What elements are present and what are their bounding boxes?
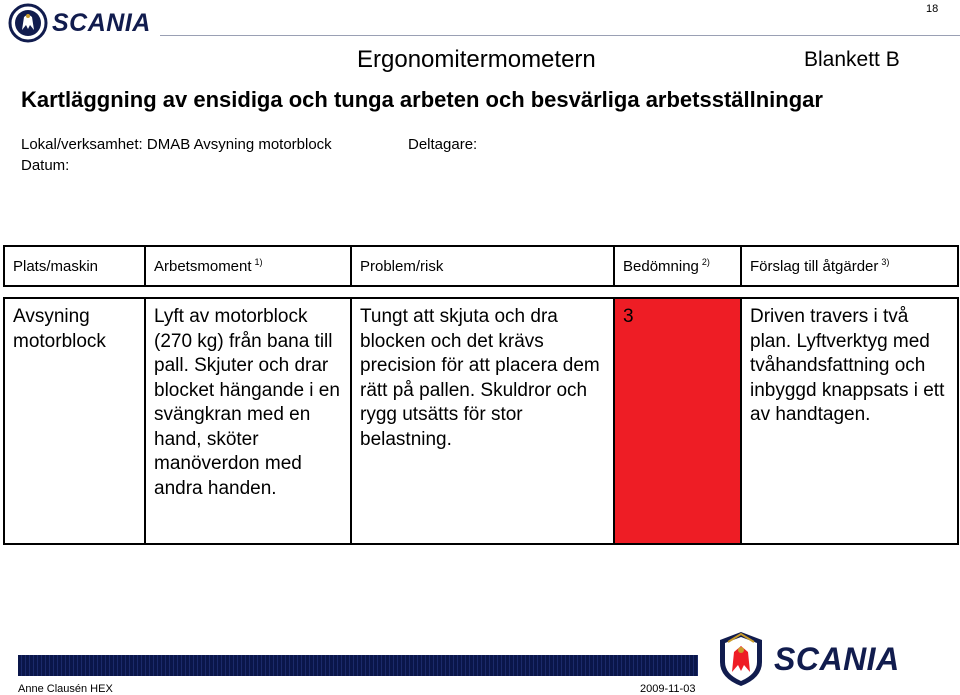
document-title: Ergonomitermometern	[357, 46, 596, 73]
form-identifier: Blankett B	[804, 48, 900, 71]
location-field: Lokal/verksamhet: DMAB Avsyning motorblock	[21, 136, 332, 153]
table-gap-row	[4, 286, 958, 298]
scania-griffin-emblem-icon	[8, 3, 48, 43]
scania-wordmark: SCANIA	[52, 8, 151, 37]
column-header-rating: Bedömning $^{2)}$	[614, 246, 741, 286]
column-header-problem: Problem/risk	[351, 246, 614, 286]
assessment-table	[3, 245, 959, 545]
column-header-proposal: Förslag till åtgärder $^{3)}$	[741, 246, 958, 286]
footer-bar	[18, 655, 698, 676]
scania-logo-header	[8, 3, 151, 43]
footer-date: 2009-11-03	[640, 683, 696, 695]
scania-griffin-crest-icon	[714, 630, 768, 688]
column-header-task: Arbetsmoment $^{1)}$	[145, 246, 351, 286]
header-divider	[160, 35, 960, 36]
scania-logo-footer	[714, 630, 900, 688]
cell-rating: 3	[614, 298, 741, 544]
participants-field: Deltagare:	[408, 136, 478, 153]
cell-task: Lyft av motorblock (270 kg) från bana till pall. Skjuter och drar blocket hängande i en svängkran med en hand, sköter manöverdon med andra handen.	[145, 298, 351, 544]
cell-place: Avsyning motorblock	[4, 298, 145, 544]
table-row	[4, 298, 958, 544]
main-heading: Kartläggning av ensidiga och tunga arbeten och besvärliga arbetsställningar	[21, 87, 823, 112]
table-header-row	[4, 246, 958, 286]
scania-wordmark-footer: SCANIA	[774, 640, 900, 677]
cell-problem: Tungt att skjuta och dra blocken och det krävs precision för att placera dem rätt på pallen. Skuldror och rygg utsätts för stor belastning.	[351, 298, 614, 544]
footer-author: Anne Clausén HEX	[18, 683, 113, 695]
page-number: 18	[926, 3, 939, 15]
column-header-place: Plats/maskin	[4, 246, 145, 286]
cell-proposal: Driven travers i två plan. Lyftverktyg med tvåhandsfattning och inbyggd knappsats i ett av handtagen.	[741, 298, 958, 544]
date-field: Datum:	[21, 157, 70, 174]
